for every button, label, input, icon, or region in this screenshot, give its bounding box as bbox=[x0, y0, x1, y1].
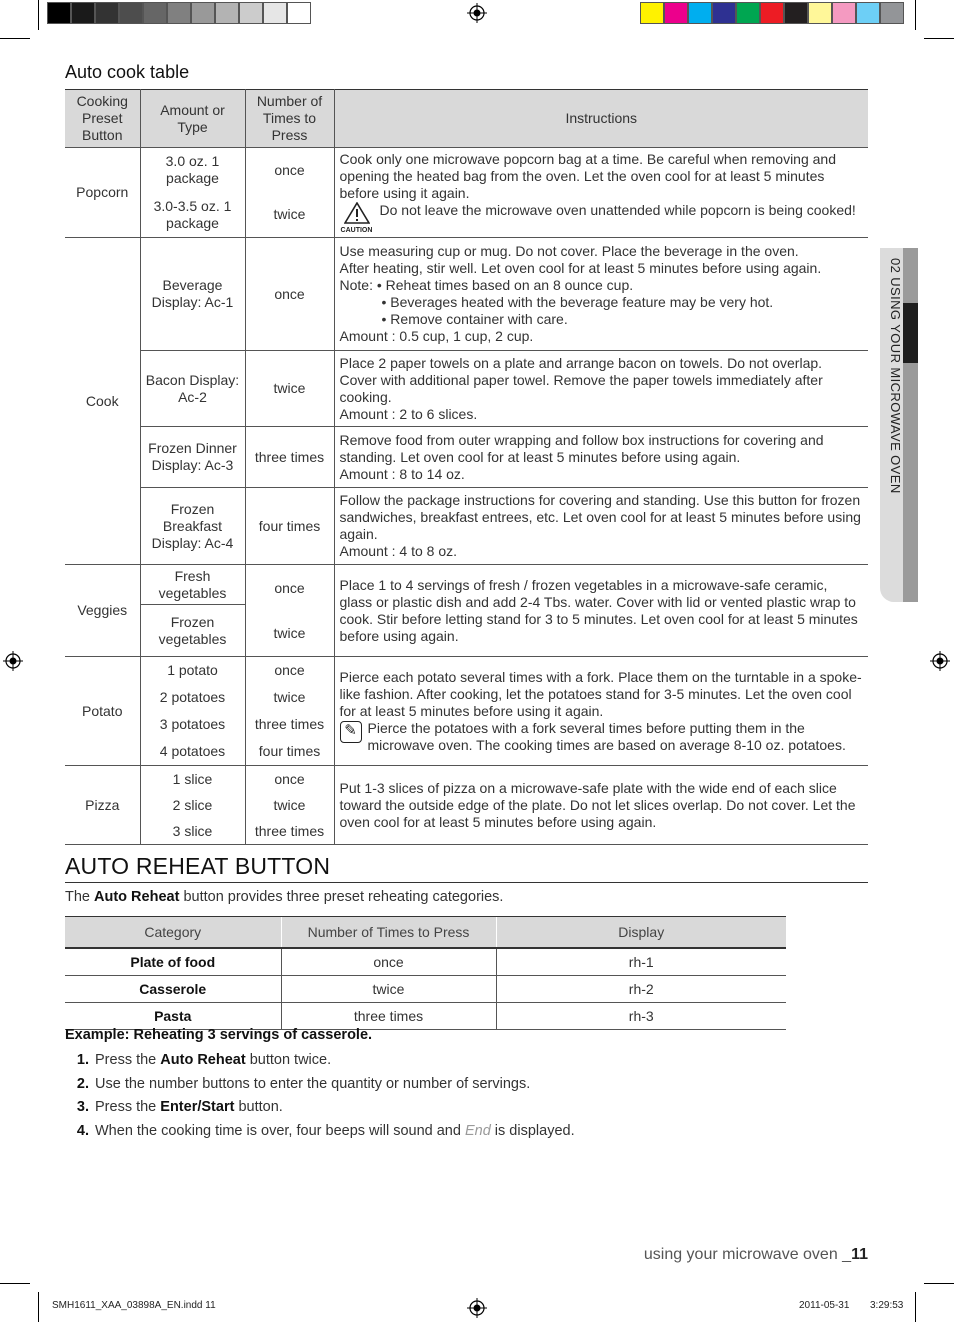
table-row bbox=[65, 427, 868, 488]
amount-cell: Fresh vegetables bbox=[140, 565, 245, 605]
instructions-line: Place 2 paper towels on a plate and arrange bacon on towels. Do not overlap. Cover with additional paper towel. Remove the paper towels immediately after cooking. bbox=[339, 354, 823, 405]
times-cell: twice bbox=[281, 976, 496, 1003]
instructions-line: • Remove container with care. bbox=[381, 311, 568, 327]
process-swatch bbox=[640, 2, 664, 24]
amount-cell: 3 potatoes bbox=[159, 716, 226, 732]
process-swatch bbox=[832, 2, 856, 24]
col-header: Number of Times to Press bbox=[245, 90, 334, 148]
preset-button-cell: Popcorn bbox=[65, 148, 140, 238]
display-cell: rh-3 bbox=[496, 1003, 786, 1030]
instructions-line: • Beverages heated with the beverage feature may be very hot. bbox=[381, 294, 774, 310]
process-swatch bbox=[688, 2, 712, 24]
instructions-line: Follow the package instructions for covering and standing. Use this button for frozen sandwiches, breakfast entrees, etc. Let oven cool for at least 5 minutes before using again. bbox=[339, 492, 861, 542]
amount-cell: 1 potato bbox=[167, 662, 218, 678]
instructions-text: Put 1-3 slices of pizza on a microwave-safe plate with the wide end of each slice toward the outside edge of the plate. Do not let slices overlap. Do not cover. Let the oven cool for at least 5 minutes before using again. bbox=[334, 766, 868, 845]
registration-mark-icon bbox=[3, 651, 23, 671]
table-row bbox=[65, 488, 868, 565]
amount-cell: 3 slice bbox=[172, 822, 213, 839]
col-header: Display bbox=[496, 917, 786, 949]
auto-reheat-table bbox=[65, 916, 786, 1030]
reheat-intro: The Auto Reheat button provides three preset reheating categories. bbox=[65, 889, 504, 905]
gray-swatch bbox=[191, 2, 215, 24]
process-swatch bbox=[856, 2, 880, 24]
process-swatch bbox=[736, 2, 760, 24]
instructions-text: Cook only one microwave popcorn bag at a time. Be careful when removing and opening the heated bag from the oven. Let the oven cool for at least 5 minutes before using it again. bbox=[339, 150, 836, 201]
times-cell: twice bbox=[273, 206, 306, 223]
times-cell: once bbox=[274, 770, 305, 787]
auto-cook-heading: Auto cook table bbox=[65, 62, 190, 82]
amount-cell: 3.0 oz. 1 package bbox=[165, 153, 220, 187]
instructions-line: Remove food from outer wrapping and follow box instructions for covering and standing. Let oven cool for at least 5 minutes before using again. bbox=[339, 431, 824, 465]
amount-cell: Frozen Breakfast Display: Ac-4 bbox=[140, 488, 245, 565]
instructions-line: Note: • Reheat times based on an 8 ounce cup. bbox=[339, 277, 634, 293]
gray-swatch bbox=[143, 2, 167, 24]
times-cell: twice bbox=[273, 689, 306, 705]
list-item: 2. Use the number buttons to enter the quantity or number of servings. bbox=[76, 1075, 531, 1092]
registration-mark-icon bbox=[467, 1298, 487, 1318]
file-time: 3:29:53 bbox=[870, 1300, 904, 1311]
gray-swatch bbox=[71, 2, 95, 24]
times-cell: once bbox=[281, 948, 496, 976]
registration-mark-icon bbox=[930, 651, 950, 671]
auto-cook-table bbox=[65, 89, 868, 845]
gray-swatch bbox=[95, 2, 119, 24]
chapter-label: 02 USING YOUR MICROWAVE OVEN bbox=[888, 258, 903, 494]
table-row bbox=[65, 948, 786, 976]
instructions-text: Place 1 to 4 servings of fresh / frozen vegetables in a microwave-safe ceramic, glass or plastic dish and add 2-4 Tbs. water. Cover with lid or vented plastic wrap to cook. Stir before letting stand for 3 to 5 minutes. Let oven cool for at least 5 minutes before using again. bbox=[334, 565, 868, 657]
amount-cell: Frozen Dinner Display: Ac-3 bbox=[140, 427, 245, 488]
gray-swatch bbox=[215, 2, 239, 24]
process-swatch bbox=[760, 2, 784, 24]
page-number: 11 bbox=[851, 1246, 868, 1263]
col-header: Cooking Preset Button bbox=[65, 90, 140, 148]
list-item: 4. When the cooking time is over, four beeps will sound and End is displayed. bbox=[76, 1122, 575, 1139]
display-cell: rh-1 bbox=[496, 948, 786, 976]
times-cell: three times bbox=[245, 427, 334, 488]
instructions-line: Use measuring cup or mug. Do not cover. Place the beverage in the oven. bbox=[339, 243, 799, 259]
gray-swatch bbox=[167, 2, 191, 24]
gray-swatch bbox=[119, 2, 143, 24]
gray-swatch bbox=[47, 2, 71, 24]
times-cell: twice bbox=[245, 351, 334, 427]
gray-swatch bbox=[239, 2, 263, 24]
times-cell: three times bbox=[254, 822, 325, 839]
caution-icon bbox=[340, 202, 374, 235]
times-cell: once bbox=[274, 579, 305, 596]
times-cell: four times bbox=[258, 743, 321, 759]
times-cell: four times bbox=[245, 488, 334, 565]
instructions-line: Amount : 8 to 14 oz. bbox=[339, 465, 465, 482]
table-row bbox=[65, 351, 868, 427]
note-text: Pierce the potatoes with a fork several times before putting them in the microwave oven. The cooking times are based on average 8-10 oz. potatoes. bbox=[367, 719, 846, 753]
gray-swatch bbox=[287, 2, 311, 24]
page-footer-label: using your microwave oven _11 bbox=[643, 1246, 868, 1263]
instructions-line: Amount : 0.5 cup, 1 cup, 2 cup. bbox=[339, 328, 534, 344]
table-row bbox=[65, 148, 868, 238]
col-header: Amount or Type bbox=[140, 90, 245, 148]
times-cell: once bbox=[274, 662, 305, 678]
registration-mark-icon bbox=[467, 3, 487, 23]
instructions-text: Pierce each potato several times with a fork. Place them on the turntable in a spoke-like fashion. After cooking, let the potatoes stand for 3-5 minutes. Let the oven cool for at least 5 minutes before using it again. bbox=[339, 668, 862, 719]
times-cell: twice bbox=[273, 624, 306, 641]
instructions-line: After heating, stir well. Let oven cool for at least 5 minutes before using again. bbox=[339, 260, 822, 276]
table-row bbox=[65, 238, 868, 351]
times-cell: twice bbox=[273, 796, 306, 813]
preset-button-cell: Potato bbox=[65, 657, 140, 766]
table-row bbox=[65, 1003, 786, 1030]
process-swatch bbox=[784, 2, 808, 24]
section-title: AUTO REHEAT BUTTON bbox=[65, 853, 331, 879]
instructions-line: Amount : 4 to 8 oz. bbox=[339, 543, 458, 559]
process-swatch bbox=[880, 2, 904, 24]
steps-list bbox=[65, 1051, 575, 1145]
process-swatch bbox=[712, 2, 736, 24]
table-row bbox=[65, 657, 868, 766]
col-header: Number of Times to Press bbox=[281, 917, 496, 949]
amount-cell: Frozen vegetables bbox=[140, 605, 245, 657]
amount-cell: 3.0-3.5 oz. 1 package bbox=[153, 197, 232, 231]
preset-button-cell: Cook bbox=[65, 238, 140, 565]
table-row bbox=[65, 976, 786, 1003]
table-row bbox=[65, 766, 868, 845]
times-cell: three times bbox=[281, 1003, 496, 1030]
amount-cell: 2 slice bbox=[172, 796, 213, 813]
category-cell: Casserole bbox=[65, 976, 281, 1003]
caution-text: Do not leave the microwave oven unattended while popcorn is being cooked! bbox=[379, 201, 856, 218]
amount-cell: 2 potatoes bbox=[159, 689, 226, 705]
list-item: 1. Press the Auto Reheat button twice. bbox=[76, 1052, 332, 1068]
col-header: Category bbox=[65, 917, 281, 949]
example-heading: Example: Reheating 3 servings of casserole. bbox=[65, 1027, 373, 1043]
chapter-side-tab bbox=[880, 248, 918, 602]
amount-cell: 1 slice bbox=[172, 770, 213, 787]
file-date: 2011-05-31 bbox=[799, 1300, 850, 1311]
table-row bbox=[65, 565, 868, 605]
file-name: SMH1611_XAA_03898A_EN.indd 11 bbox=[52, 1300, 216, 1311]
section-divider bbox=[65, 882, 868, 883]
gray-swatch bbox=[263, 2, 287, 24]
display-cell: rh-2 bbox=[496, 976, 786, 1003]
category-cell: Pasta bbox=[65, 1003, 281, 1030]
instructions-line: Amount : 2 to 6 slices. bbox=[339, 405, 478, 422]
times-cell: three times bbox=[254, 716, 325, 732]
times-cell: once bbox=[274, 161, 305, 178]
caution-label: CAUTION bbox=[340, 226, 373, 234]
process-swatch bbox=[664, 2, 688, 24]
list-item: 3. Press the Enter/Start button. bbox=[76, 1099, 283, 1115]
times-cell: once bbox=[245, 238, 334, 351]
amount-cell: Beverage Display: Ac-1 bbox=[140, 238, 245, 351]
category-cell: Plate of food bbox=[65, 948, 281, 976]
amount-cell: Bacon Display: Ac-2 bbox=[140, 351, 245, 427]
preset-button-cell: Veggies bbox=[65, 565, 140, 657]
col-header: Instructions bbox=[334, 90, 868, 148]
amount-cell: 4 potatoes bbox=[159, 743, 226, 759]
note-pencil-icon: ✎ bbox=[340, 721, 362, 743]
process-swatch bbox=[808, 2, 832, 24]
preset-button-cell: Pizza bbox=[65, 766, 140, 845]
